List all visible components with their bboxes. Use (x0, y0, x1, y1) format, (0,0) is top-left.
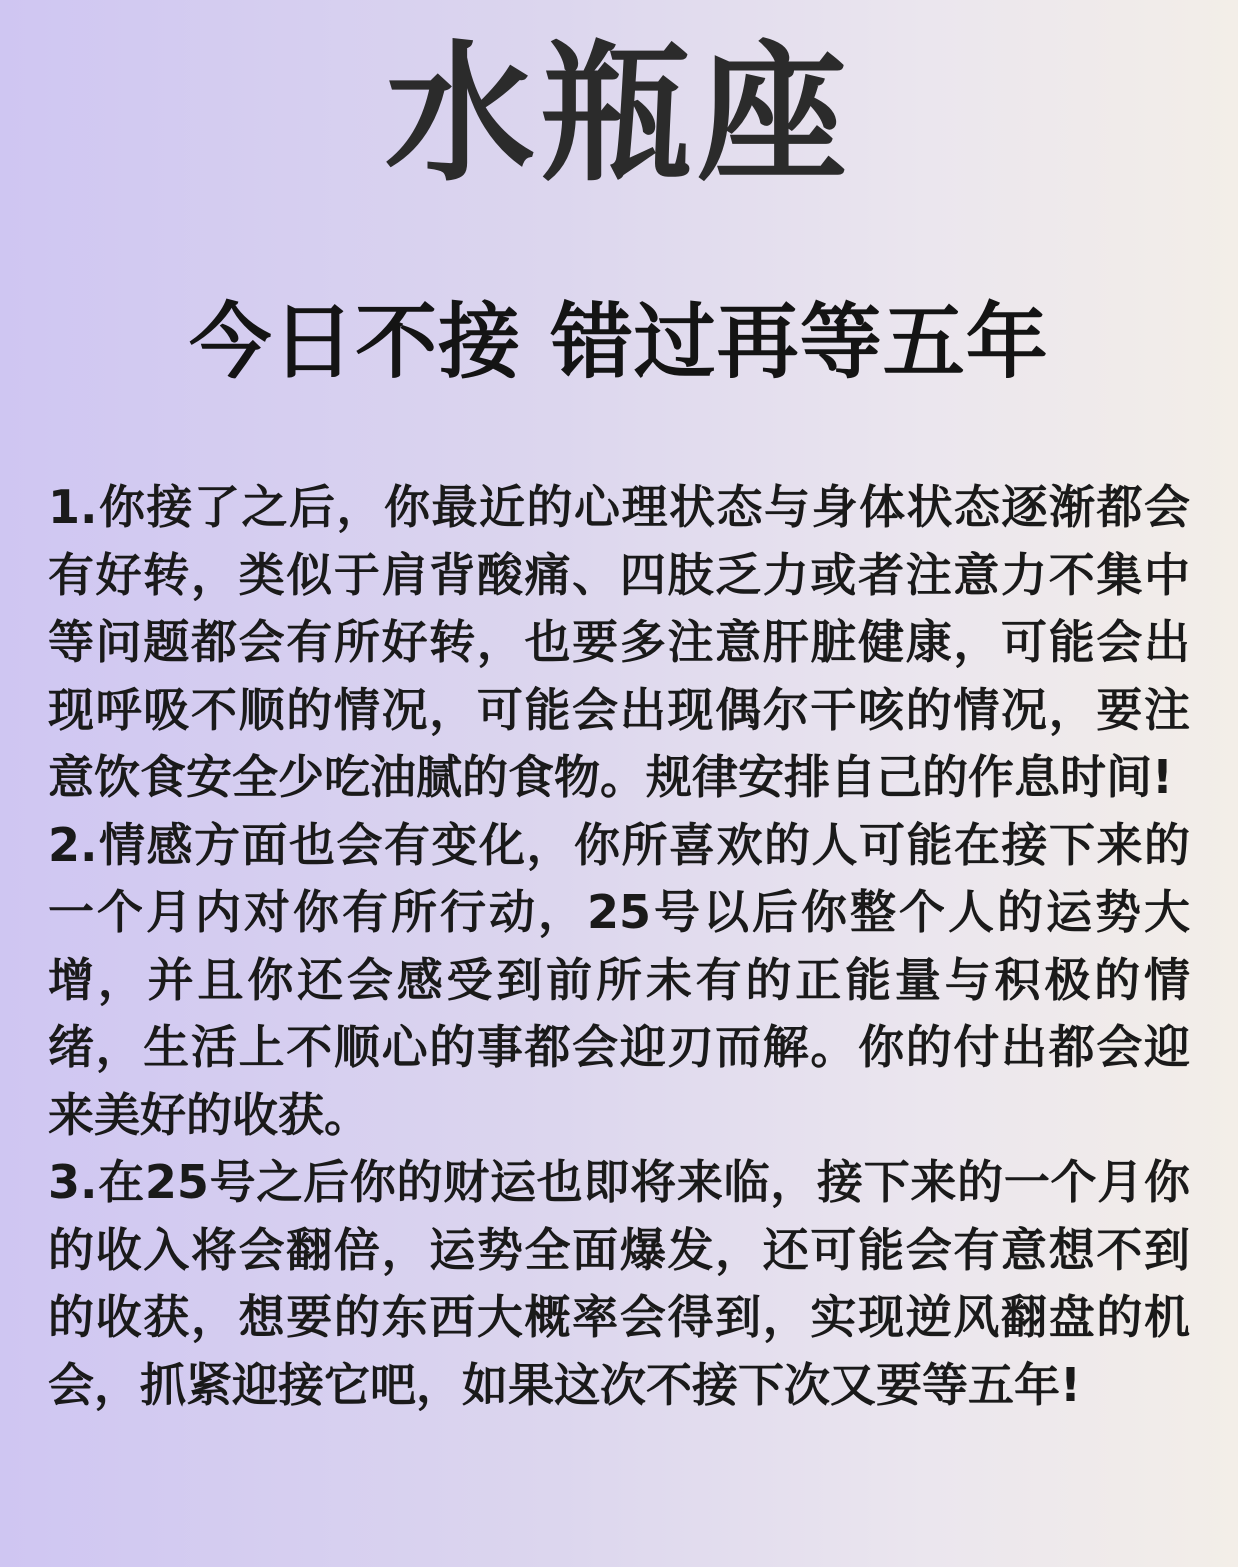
page-title: 水瓶座 (384, 28, 853, 202)
paragraph-wealth: 3.在25号之后你的财运也即将来临，接下来的一个月你的收入将会翻倍，运势全面爆发，还可能会有意想不到的收获，想要的东西大概率会得到，实现逆风翻盘的机会，抓紧迎接它吧，如果这次不接下次又要等五年! (48, 1155, 1190, 1412)
content-body (48, 474, 1190, 1419)
paragraph-love: 2.情感方面也会有变化，你所喜欢的人可能在接下来的一个月内对你有所行动，25号以后你整个人的运势大增，并且你还会感受到前所未有的正能量与积极的情绪，生活上不顺心的事都会迎刃而解。你的付出都会迎来美好的收获。 (48, 817, 1190, 1142)
paragraph-health: 1.你接了之后，你最近的心理状态与身体状态逐渐都会有好转，类似于肩背酸痛、四肢乏力或者注意力不集中等问题都会有所好转，也要多注意肝脏健康，可能会出现呼吸不顺的情况，可能会出现偶尔干咳的情况，要注意饮食安全少吃油腻的食物。规律安排自己的作息时间! (48, 480, 1190, 804)
page-subtitle: 今日不接 错过再等五年 (189, 295, 1049, 390)
